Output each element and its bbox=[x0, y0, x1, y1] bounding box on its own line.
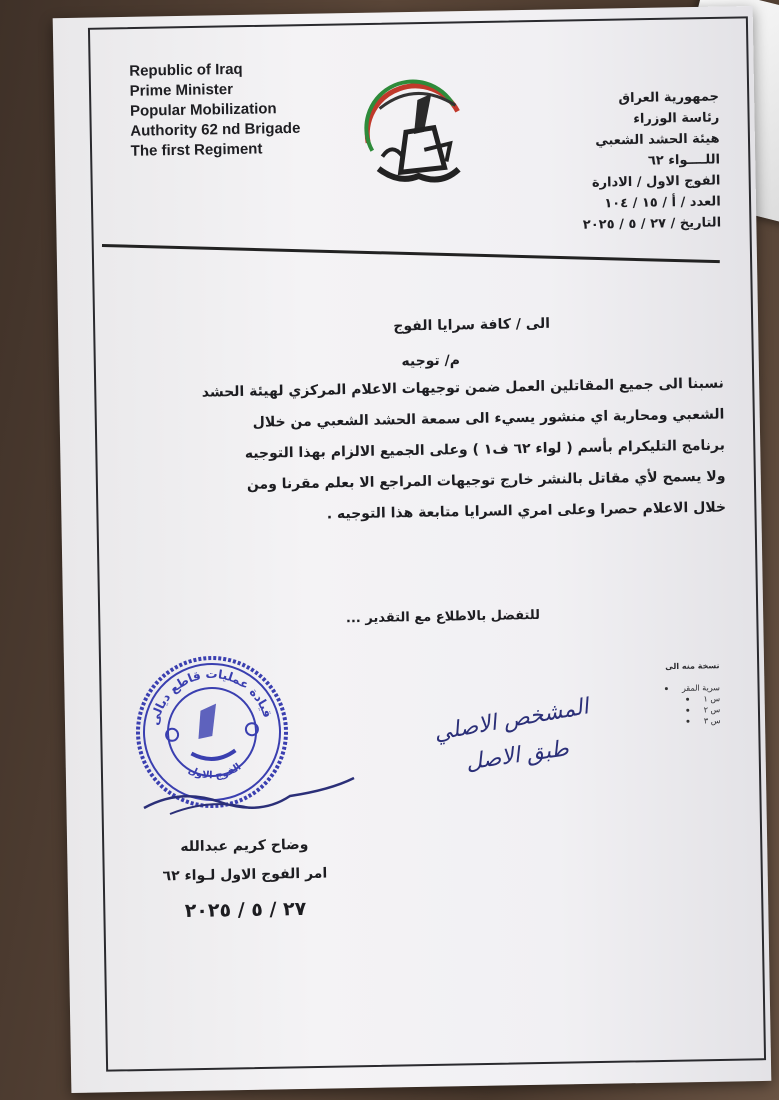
copy-item: س ٣ bbox=[630, 715, 720, 728]
bullet-icon bbox=[687, 720, 690, 723]
letter-body bbox=[94, 369, 727, 535]
signatory-name: وضاح كريم عبدالله bbox=[180, 836, 309, 856]
header-ar-authority: هيئة الحشد الشعبي bbox=[595, 131, 720, 149]
document-date: التاريخ / ٢٧ / ٥ / ٢٠٢٥ bbox=[582, 215, 722, 233]
copies-title: نسخة منه الى bbox=[665, 661, 720, 672]
signature-scribble-icon bbox=[140, 768, 360, 828]
letter-closing: للتفضل بالاطلاع مع التقدير ... bbox=[345, 607, 541, 627]
header-ar-regiment: الفوج الاول / الادارة bbox=[591, 173, 721, 191]
body-line: خلال الاعلام حصرا وعلى امري السرايا متابعة هذا التوجيه . bbox=[326, 499, 727, 523]
svg-text:الفوج الاول: الفوج الاول bbox=[186, 761, 244, 782]
body-line: برنامج التليكرام بأسم ( لواء ٦٢ ف١ ) وعلى الجميع الالزام بهذا التوجيه bbox=[244, 437, 726, 462]
copies-list bbox=[629, 661, 720, 728]
letter-subject: م/ توجيه bbox=[401, 352, 461, 370]
letter-recipient: الى / كافة سرايا الفوج bbox=[393, 315, 551, 335]
svg-text:المشخص الاصلي: المشخص الاصلي bbox=[432, 694, 591, 747]
body-line: نسبنا الى جميع المقاتلين العمل ضمن توجيهات الاعلام المركزي لهيئة الحشد bbox=[201, 375, 725, 401]
signature-date: ٢٧ / ٥ / ٢٠٢٥ bbox=[184, 897, 307, 923]
pmf-logo-icon bbox=[357, 71, 474, 198]
header-en-country: Republic of Iraq bbox=[129, 60, 243, 80]
copy-item: س ٢ bbox=[630, 704, 720, 717]
body-line: الشعبي ومحاربة اي منشور يسيء الى سمعة الحشد الشعبي من خلال bbox=[252, 406, 725, 431]
header-en-regiment: The first Regiment bbox=[130, 140, 263, 160]
svg-text:طبق الاصل: طبق الاصل bbox=[464, 736, 571, 776]
signature-block bbox=[129, 832, 361, 930]
signatory-title: امر الفوج الاول لـواء ٦٢ bbox=[162, 865, 328, 885]
header-ar-office: رئاسة الوزراء bbox=[633, 110, 720, 127]
header-en-authority: Popular Mobilization bbox=[129, 100, 277, 120]
header-ar-country: جمهورية العراق bbox=[618, 89, 720, 107]
copy-item: س ١ bbox=[630, 693, 720, 706]
bullet-icon bbox=[687, 709, 690, 712]
arabic-letterhead bbox=[534, 86, 722, 236]
header-en-brigade: Authority 62 nd Brigade bbox=[130, 119, 301, 140]
body-line: ولا يسمح لأي مقاتل بالنشر خارج توجيهات المراجع الا بعلم مقرنا ومن bbox=[246, 468, 726, 493]
bullet-icon bbox=[665, 687, 668, 690]
svg-text:قيادة عمليات قاطع ديالى: قيادة عمليات قاطع ديالى bbox=[147, 666, 275, 727]
document-number: العدد / أ / ١٥ / ١٠٤ bbox=[604, 194, 721, 212]
header-ar-brigade: اللــــواء ٦٢ bbox=[647, 152, 721, 169]
header-en-office: Prime Minister bbox=[129, 80, 234, 100]
english-letterhead bbox=[129, 58, 331, 161]
handwritten-note bbox=[400, 680, 600, 790]
copy-item: سرية المقر bbox=[630, 682, 720, 695]
bullet-icon bbox=[686, 698, 689, 701]
